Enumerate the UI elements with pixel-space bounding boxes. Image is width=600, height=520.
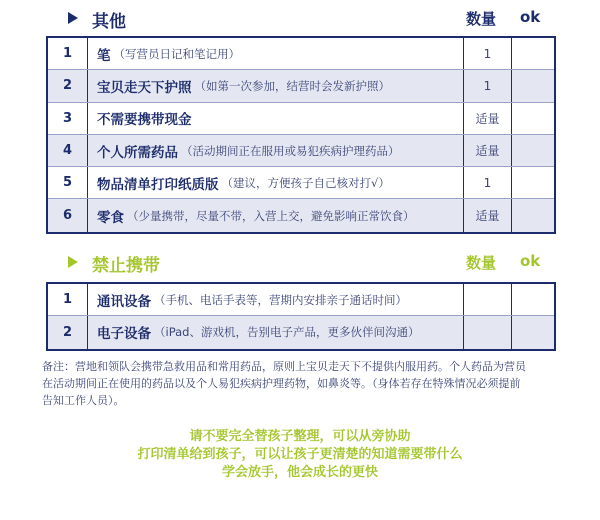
- row-number: 2: [48, 70, 88, 101]
- row-number: 2: [48, 316, 88, 348]
- quantity-cell: 1: [464, 38, 512, 69]
- item-name: 电子设备: [97, 326, 151, 343]
- item-name: 宝贝走天下护照: [97, 79, 192, 96]
- row-number: 5: [48, 167, 88, 198]
- item-note: （活动期间正在服用或易犯疾病护理药品）: [181, 143, 400, 158]
- column-header-quantity: 数量: [466, 254, 497, 272]
- table-row: [48, 103, 554, 135]
- item-cell: [88, 167, 464, 198]
- quantity-cell: [464, 284, 512, 315]
- remarks-line: 告知工作人员）。: [42, 394, 125, 407]
- section-title: 其他: [92, 12, 126, 32]
- row-number: 3: [48, 103, 88, 134]
- item-name: 个人所需药品: [97, 144, 178, 161]
- checklist-table-other: [46, 36, 556, 234]
- item-note: （如第一次参加，结营时会发新护照）: [194, 78, 390, 93]
- quantity-cell: 适量: [464, 135, 512, 166]
- item-cell: [88, 316, 464, 348]
- ok-checkbox-cell[interactable]: [512, 135, 554, 166]
- item-note: （建议，方便孩子自己核对打√）: [221, 175, 390, 190]
- table-row: [48, 38, 554, 70]
- item-name: 笔: [97, 47, 111, 64]
- item-cell: [88, 284, 464, 315]
- row-number: 6: [48, 199, 88, 231]
- quantity-cell: 1: [464, 70, 512, 101]
- item-note: （手机、电话手表等，营期内安排亲子通话时间）: [154, 292, 407, 307]
- footer-tips: [0, 428, 600, 482]
- tip-line: 请不要完全替孩子整理，可以从旁协助: [189, 429, 411, 444]
- table-row: [48, 167, 554, 199]
- column-header-ok: ok: [520, 252, 541, 270]
- item-cell: [88, 135, 464, 166]
- quantity-cell: 适量: [464, 103, 512, 134]
- quantity-cell: 适量: [464, 199, 512, 231]
- section-header-other: [0, 4, 600, 34]
- item-name: 物品清单打印纸质版: [97, 176, 219, 193]
- ok-checkbox-cell[interactable]: [512, 103, 554, 134]
- table-row: [48, 135, 554, 167]
- ok-checkbox-cell[interactable]: [512, 70, 554, 101]
- quantity-cell: [464, 316, 512, 348]
- item-cell: [88, 103, 464, 134]
- ok-checkbox-cell[interactable]: [512, 167, 554, 198]
- row-number: 1: [48, 284, 88, 315]
- ok-checkbox-cell[interactable]: [512, 316, 554, 348]
- row-number: 4: [48, 135, 88, 166]
- play-triangle-icon: [68, 256, 78, 268]
- item-note: （写营员日记和笔记用）: [113, 46, 240, 61]
- tip-line: 学会放手，他会成长的更快: [221, 465, 378, 480]
- table-row: [48, 284, 554, 316]
- item-name: 零食: [97, 209, 124, 226]
- ok-checkbox-cell[interactable]: [512, 38, 554, 69]
- item-cell: [88, 70, 464, 101]
- table-row: [48, 316, 554, 348]
- item-cell: [88, 199, 464, 231]
- item-name: 通讯设备: [97, 293, 151, 310]
- item-note: （iPad、游戏机，告别电子产品，更多伙伴间沟通）: [154, 325, 420, 340]
- table-row: [48, 70, 554, 102]
- remarks-line: 在活动期间正在使用的药品以及个人易犯疾病护理药物，如鼻炎等。（身体若存在特殊情况必须提前: [42, 377, 521, 390]
- remarks-line: 备注：营地和领队会携带急救用品和常用药品，原则上宝贝走天下不提供内服用药。个人药品为营员: [42, 360, 526, 373]
- quantity-cell: 1: [464, 167, 512, 198]
- row-number: 1: [48, 38, 88, 69]
- section-title: 禁止携带: [92, 256, 160, 276]
- column-header-ok: ok: [520, 8, 541, 26]
- section-header-forbidden: [0, 248, 600, 278]
- ok-checkbox-cell[interactable]: [512, 284, 554, 315]
- table-row: [48, 199, 554, 231]
- tip-line: 打印清单给到孩子，可以让孩子更清楚的知道需要带什么: [137, 447, 463, 462]
- play-triangle-icon: [68, 12, 78, 24]
- item-name: 不需要携带现金: [97, 112, 192, 129]
- item-cell: [88, 38, 464, 69]
- remarks: [42, 358, 560, 409]
- ok-checkbox-cell[interactable]: [512, 199, 554, 231]
- item-note: （少量携带，尽量不带，入营上交，避免影响正常饮食）: [127, 208, 415, 223]
- checklist-table-forbidden: [46, 282, 556, 351]
- column-header-quantity: 数量: [466, 10, 497, 28]
